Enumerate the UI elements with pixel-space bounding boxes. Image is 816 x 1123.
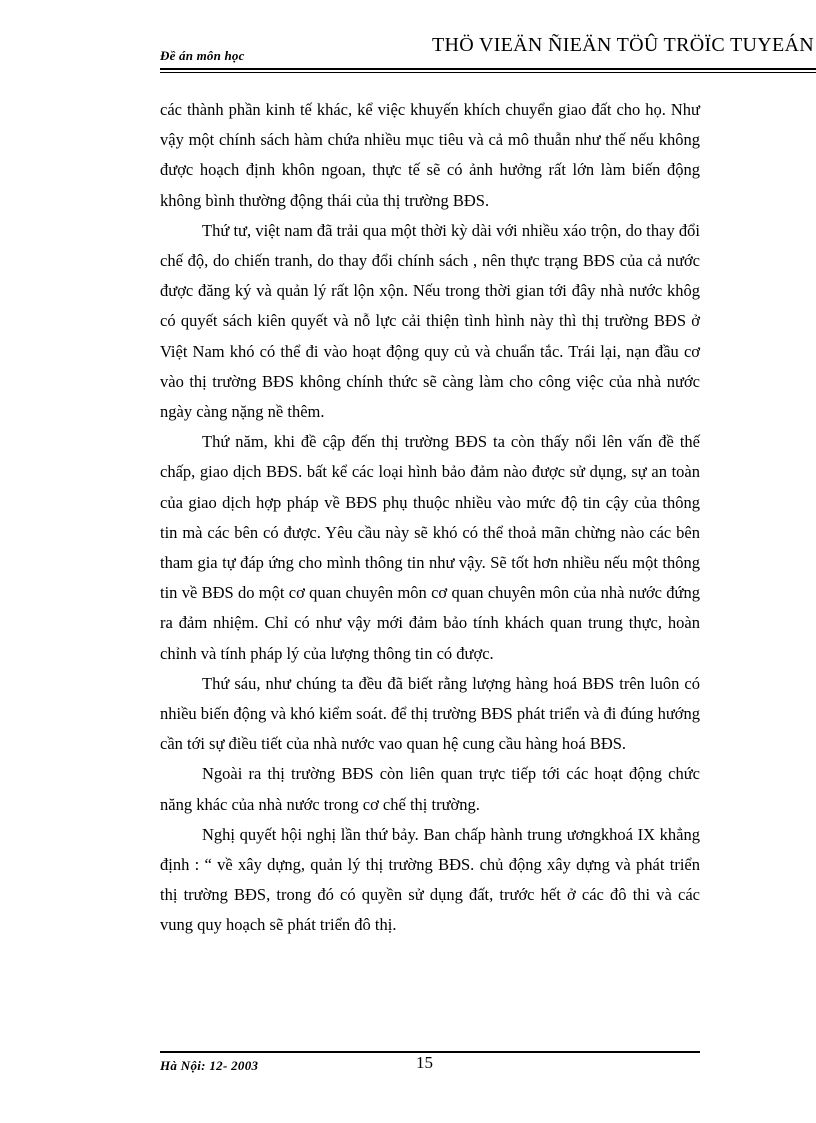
paragraph: Thứ sáu, như chúng ta đều đã biết rằng lượng hàng hoá BĐS trên luôn có nhiều biến động và khó kiểm soát. để thị trường BĐS phát triển và đi đúng hướng cần tới sự điều tiết của nhà nước vao quan hệ cung cầu hàng hoá BĐS. xyxy=(160,673,700,754)
header-divider xyxy=(160,68,816,70)
header-divider-thin xyxy=(160,72,816,73)
paragraph: Thứ tư, việt nam đã trải qua một thời kỳ dài với nhiều xáo trộn, do thay đổi chế độ, do chiến tranh, do thay đổi chính sách , nên thực trạng BĐS của cả nước được đăng ký và quản lý rất lộn xộn. Nếu trong thời gian tới đây nhà nước khôg có quyết sách kiên quyết và nỗ lực cải thiện tình hình này thì thị trường BĐS ở Việt Nam khó có thể đi vào hoạt động quy củ và chuẩn tắc. Trái lại, nạn đầu cơ vào thị trường BĐS không chính thức sẽ càng làm cho công việc của nhà nước ngày càng nặng nề thêm. xyxy=(160,220,700,422)
footer-location-date: Hà Nội: 12- 2003 xyxy=(160,1058,259,1073)
paragraph: Nghị quyết hội nghị lần thứ bảy. Ban chấp hành trung ươngkhoá IX khẳng định : “ về xây dựng, quản lý thị trường BĐS. chủ động xây dựng và phát triển thị trường BĐS, trong đó có quyền sử dụng đất, trước hết ở các đô thi và các vung quy hoạch sẽ phát triển đô thị. xyxy=(160,824,700,935)
paragraph: các thành phần kinh tế khác, kể việc khuyến khích chuyển giao đất cho họ. Như vậy một chính sách hàm chứa nhiều mục tiêu và cả mô thuẫn như thế nếu không được hoạch định khôn ngoan, thực tế sẽ có ảnh hưởng rất lớn làm biến động không bình thường động thái của thị trường BĐS. xyxy=(160,100,700,210)
header-library-title: THÖ VIEÄN ÑIEÄN TÖÛ TRÖÏC TUYEÁN xyxy=(432,34,814,56)
page-number: 15 xyxy=(416,1053,433,1072)
body-text xyxy=(160,95,700,941)
header-course-title: Đề án môn học xyxy=(160,48,245,63)
paragraph: Ngoài ra thị trường BĐS còn liên quan trực tiếp tới các hoạt động chức năng khác của nhà nước trong cơ chế thị trường. xyxy=(160,764,700,814)
paragraph: Thứ năm, khi đề cập đến thị trường BĐS ta còn thấy nổi lên vấn đề thế chấp, giao dịch BĐS. bất kể các loại hình bảo đảm nào được sử dụng, sự an toàn của giao dịch hợp pháp về BĐS phụ thuộc nhiều vào mức độ tin cậy của thông tin mà các bên có được. Yêu cầu này sẽ khó có thể thoả mãn chừng nào các bên tham gia tự đáp ứng cho mình thông tin như vậy. Sẽ tốt hơn nhiều nếu một thông tin về BĐS do một cơ quan chuyên môn cơ quan chuyên môn của nhà nước đứng ra đảm nhiệm. Chỉ có như vậy mới đảm bảo tính khách quan trung thực, hoàn chỉnh và tính pháp lý của lượng thông tin có được. xyxy=(160,432,700,663)
